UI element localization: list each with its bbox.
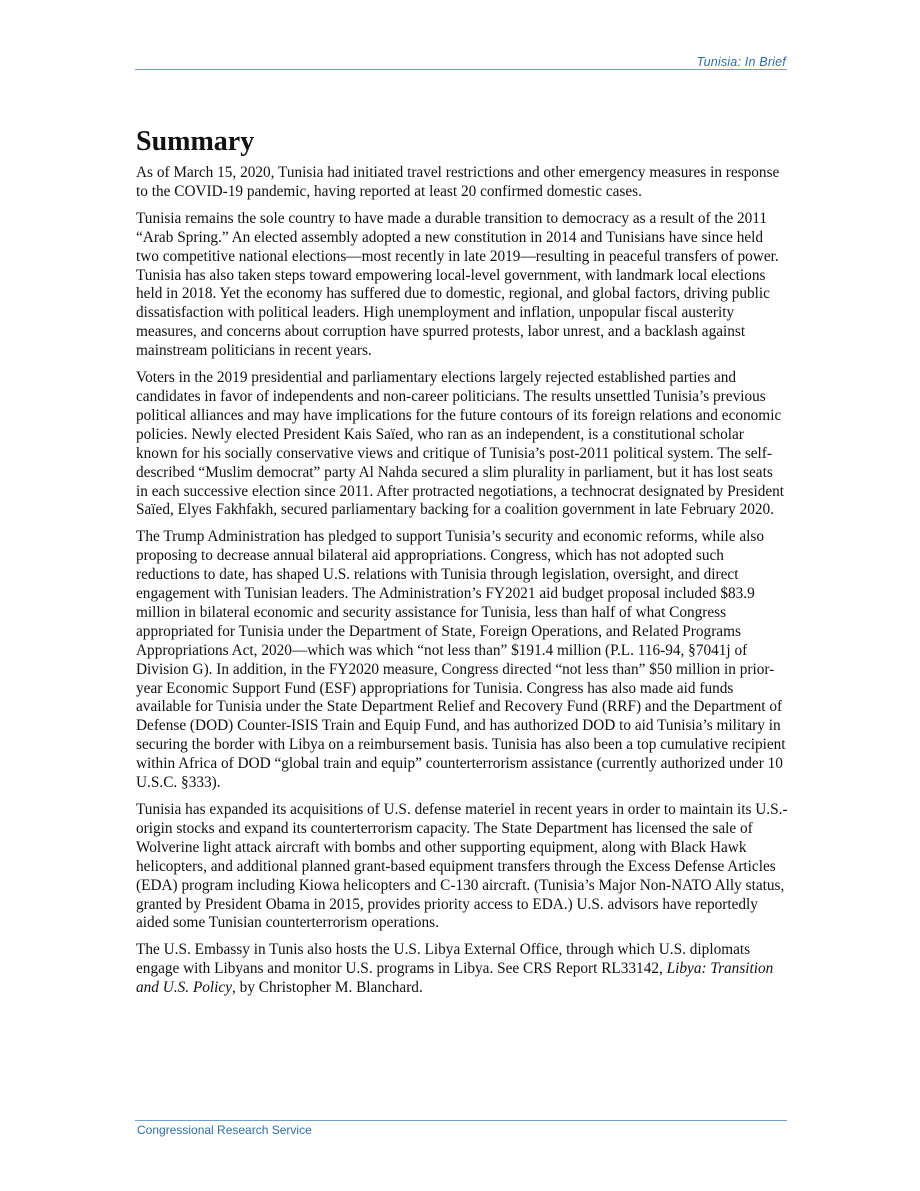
paragraph-democracy-transition: Tunisia remains the sole country to have made a durable transition to democracy as a result of the 2011 “Arab Spring.” An elected assembly adopted a new constitution in 2014 and Tunisians have since held two competitive national elections—most recently in late 2019—resulting in peaceful transfers of power. Tunisia has also taken steps toward empowering local-level government, with landmark local elections held in 2018. Yet the economy has suffered due to domestic, regional, and global factors, driving public dissatisfaction with political leaders. High unemployment and inflation, unpopular fiscal austerity measures, and concerns about corruption have spurred protests, labor unrest, and a backlash against mainstream politicians in recent years. [136, 209, 779, 360]
paragraph-libya-office [136, 941, 788, 998]
section-heading: Summary [136, 126, 255, 157]
crs-report-title: Libya: Transition and U.S. Policy [136, 960, 774, 997]
paragraph-covid: As of March 15, 2020, Tunisia had initiated travel restrictions and other emergency measures in response to the COVID-19 pandemic, having reported at least 20 confirmed domestic cases. [136, 164, 780, 200]
header-divider [135, 69, 787, 70]
paragraph-us-assistance: The Trump Administration has pledged to support Tunisia’s security and economic reforms, while also proposing to decrease annual bilateral aid appropriations. Congress, which has not adopted such reductions to date, has shaped U.S. relations with Tunisia through legislation, oversight, and direct engagement with Tunisian leaders. The Administration’s FY2021 aid budget proposal included $83.9 million in bilateral economic and security assistance for Tunisia, less than half of what Congress appropriated for Tunisia under the Department of State, Foreign Operations, and Related Programs Appropriations Act, 2020—which was which “not less than” $191.4 million (P.L. 116-94, §7041j of Division G). In addition, in the FY2020 measure, Congress directed “not less than” $50 million in prior-year Economic Support Fund (ESF) appropriations for Tunisia. Congress has also made aid funds available for Tunisia under the State Department Relief and Recovery Fund (RRF) and the Department of Defense (DOD) Counter-ISIS Train and Equip Fund, and has authorized DOD to aid Tunisia’s military in securing the border with Libya on a reimbursement basis. Tunisia has also been a top cumulative recipient within Africa of DOD “global train and equip” counterterrorism assistance (currently authorized under 10 U.S.C. §333). [136, 528, 786, 792]
footer-organization: Congressional Research Service [137, 1123, 312, 1137]
summary-section [136, 126, 788, 1006]
footer-divider [135, 1120, 787, 1121]
libya-office-author: , by Christopher M. Blanchard. [232, 979, 423, 997]
running-header-title: Tunisia: In Brief [696, 55, 786, 69]
libya-office-text: The U.S. Embassy in Tunis also hosts the U.S. Libya External Office, through which U.S. diplomats engage with Libyans and monitor U.S. programs in Libya. See CRS Report RL33142, [136, 941, 751, 978]
paragraph-2019-elections: Voters in the 2019 presidential and parliamentary elections largely rejected established parties and candidates in favor of independents and non-career politicians. The results unsettled Tunisia’s previous political alliances and may have implications for the future contours of its foreign relations and economic policies. Newly elected President Kais Saïed, who ran as an independent, is a constitutional scholar known for his socially conservative views and critique of Tunisia’s post-2011 political system. The self-described “Muslim democrat” party Al Nahda secured a slim plurality in parliament, but it has lost seats in each successive election since 2011. After protracted negotiations, a technocrat designated by President Saïed, Elyes Fakhfakh, secured parliamentary backing for a coalition government in late February 2020. [136, 369, 785, 519]
paragraph-defense-materiel: Tunisia has expanded its acquisitions of U.S. defense materiel in recent years in order to maintain its U.S.-origin stocks and expand its counterterrorism capacity. The State Department has licensed the sale of Wolverine light attack aircraft with bombs and other supporting equipment, along with Black Hawk helicopters, and additional planned grant-based equipment transfers through the Excess Defense Articles (EDA) program including Kiowa helicopters and C-130 aircraft. (Tunisia’s Major Non-NATO Ally status, granted by President Obama in 2015, provides priority access to EDA.) U.S. advisors have reportedly aided some Tunisian counterterrorism operations. [136, 801, 788, 932]
